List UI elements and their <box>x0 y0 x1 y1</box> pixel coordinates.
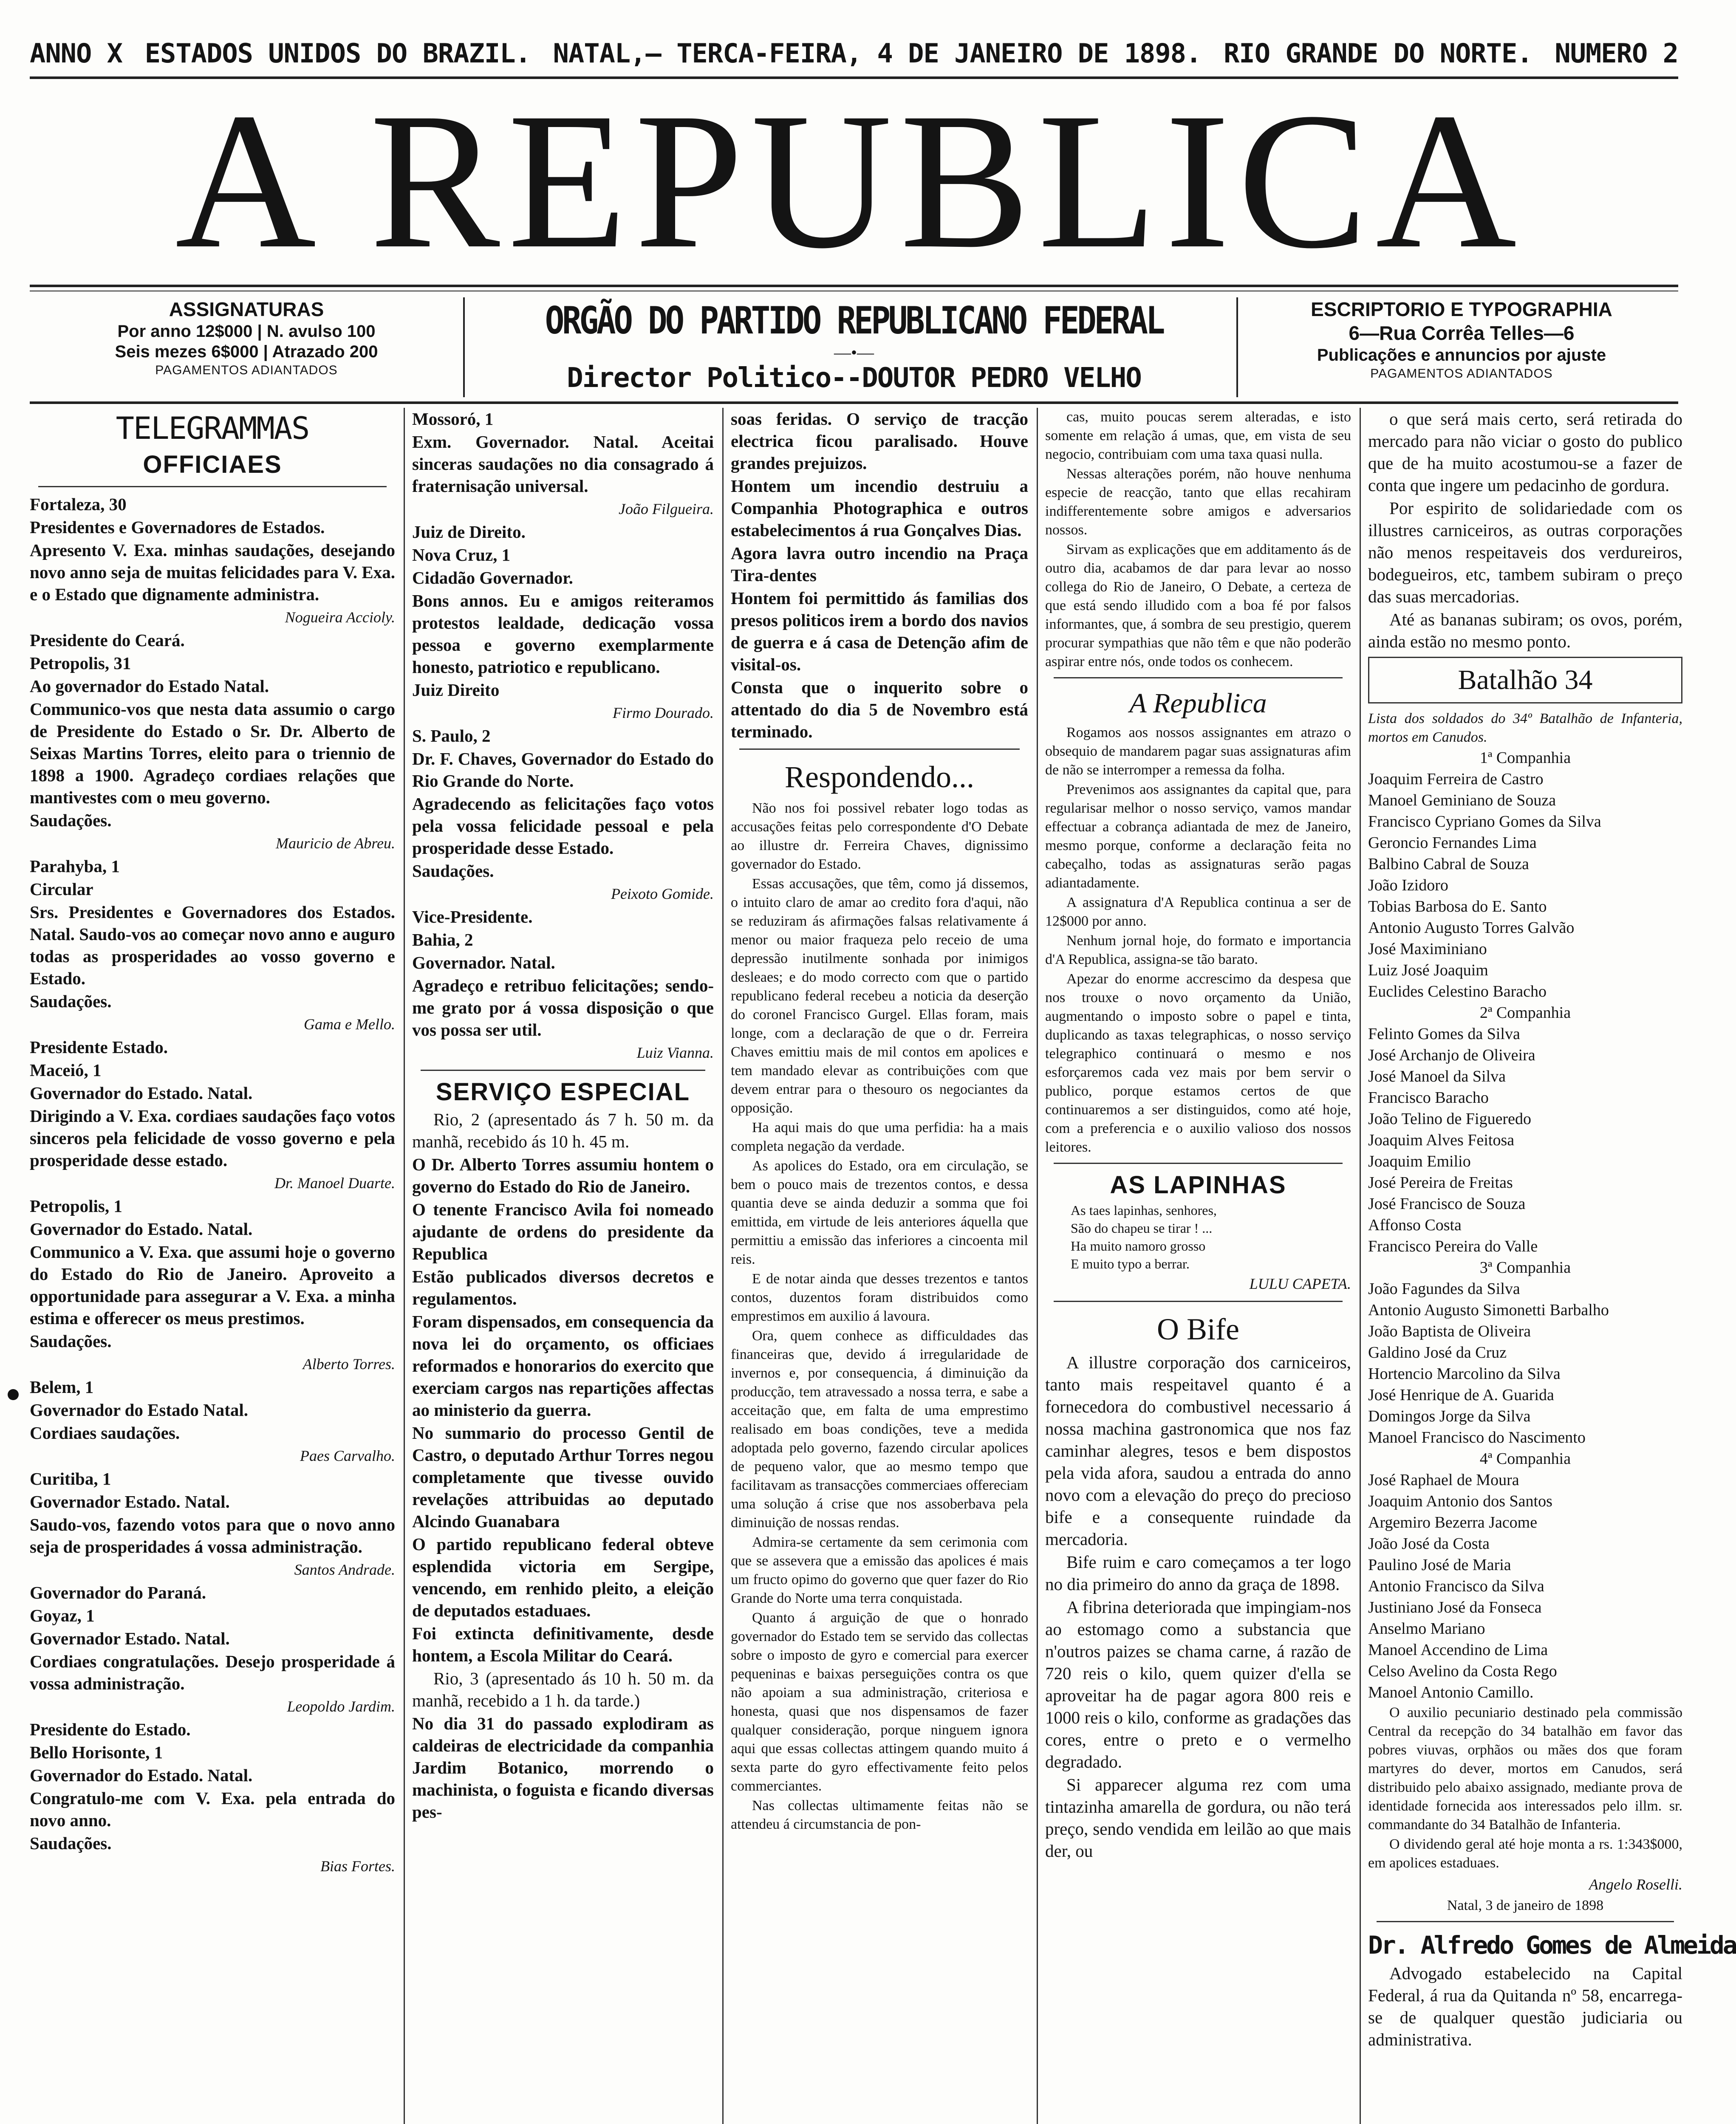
paragraph: Bias Fortes. <box>320 1858 395 1875</box>
poem-line: Ha muito namoro grosso <box>1071 1238 1206 1254</box>
paragraph: Por espirito de solidariedade com os illustres carniceiros, as outras corporações não menos respeitaveis dos verdureiros, bodegueiros, etc, tambem subiram o preço das suas mercadorias. <box>1368 498 1682 606</box>
officiaes-heading: OFFICIAES <box>143 451 282 478</box>
lawyer-name: Dr. Alfredo Gomes de Almeida <box>1368 1931 1736 1960</box>
soldier-name: Manoel Antonio Camillo. <box>1368 1683 1534 1701</box>
paragraph: Alberto Torres. <box>303 1356 395 1373</box>
paragraph: Saudações. <box>30 1833 112 1853</box>
paragraph: Communico-vos que nesta data assumio o cargo de Presidente do Estado o Sr. Dr. Alberto de Seixas Martins Torres, eleito para o triennio de 1898 a 1900. Agradeço cordiaes relações que mantivestes com o meu governo. <box>30 699 395 807</box>
paragraph: Governador do Estado. Natal. <box>30 1219 253 1239</box>
subscriptions-heading: ASSIGNATURAS <box>169 298 324 320</box>
soldier-name: Francisco Pereira do Valle <box>1368 1237 1538 1255</box>
poem-author: LULU CAPETA. <box>1249 1275 1351 1292</box>
column-separator <box>722 408 724 2124</box>
soldier-name: José Manoel da Silva <box>1368 1068 1506 1085</box>
poem-line: E muito typo a berrar. <box>1071 1256 1190 1271</box>
paragraph: Estão publicados diversos decretos e regulamentos. <box>412 1267 714 1308</box>
paragraph: A assignatura d'A Republica continua a ser de 12$000 por anno. <box>1045 895 1351 929</box>
poem-line: São do chapeu se tirar ! ... <box>1071 1220 1213 1236</box>
party-box <box>472 297 1238 397</box>
paragraph: Goyaz, 1 <box>30 1606 95 1625</box>
soldier-name: Euclides Celestino Baracho <box>1368 983 1547 1000</box>
respondendo-heading: Respondendo... <box>785 760 974 794</box>
poem-line: As taes lapinhas, senhores, <box>1071 1203 1217 1218</box>
paragraph: Governador Estado. Natal. <box>30 1629 230 1648</box>
paragraph: Quanto á arguição de que o honrado governador do Estado tem se servido das collectas sobre o imposto de gyro e comercial para exercer pequeninas e baixas perseguições contra os que não apoiam a sua administração, criteriosa e honesta, quasi que nos dispensamos de fazer qualquer consideração, porque ninguem ignora aqui que essas collectas attingem quando muito á sexta parte do gyro effectivamente feito pelos commerciantes. <box>731 1610 1028 1794</box>
paragraph: Governador do Estado. Natal. <box>30 1083 253 1103</box>
company-heading: 1ª Companhia <box>1479 749 1571 767</box>
paragraph: Exm. Governador. Natal. Aceitai sinceras saudações no dia consagrado á fraternisação universal. <box>412 432 714 496</box>
paragraph: Agradeço e retribuo felicitações; sendo-me grato por á vossa disposição o que vos possa ser util. <box>412 976 714 1039</box>
paragraph: Até as bananas subiram; os ovos, porém, ainda estão no mesmo ponto. <box>1368 610 1682 651</box>
paragraph: O auxilio pecuniario destinado pela commissão Central da recepção do 34 batalhão em favor das pobres viuvas, orphãos ou mães dos que foram martyres do dever, mortos em Canudos, será distribuido pelo abaixo assignado, mediante prova de identidade fornecida aos interessados pelo illm. sr. commandante do 34 Batalhão de Infanteria. <box>1368 1705 1682 1833</box>
paragraph: Nogueira Accioly. <box>285 609 395 626</box>
paragraph: Apresento V. Exa. minhas saudações, desejando novo anno seja de muitas felicidades para V. Exa. e o Estado que dignamente administra. <box>30 540 395 604</box>
paragraph: Fortaleza, 30 <box>30 494 127 514</box>
paragraph: o que será mais certo, será retirada do mercado para não viciar o gosto do publico que de ha muito acostumou-se a fazer de conta que ingere um pedacinho de gordura. <box>1368 409 1682 495</box>
paragraph: Foram dispensados, em consequencia da nova lei do orçamento, os officiaes reformados e honorarios do exercito que exerciam cargos nas repartições affectas ao ministerio da guerra. <box>412 1312 714 1420</box>
lawyer-text: Advogado estabelecido na Capital Federal, á rua da Quitanda nº 58, encarrega-se de qualquer questão judiciaria ou administrativa. <box>1368 1963 1682 2049</box>
lapinhas-poem <box>1045 1201 1351 1273</box>
soldier-name: José Archanjo de Oliveira <box>1368 1046 1535 1064</box>
masthead-dateline <box>30 30 1678 79</box>
battalion-subtitle: Lista dos soldados do 34º Batalhão de Infanteria, mortos em Canudos. <box>1368 711 1682 745</box>
paragraph: No summario do processo Gentil de Castro, o deputado Arthur Torres negou completamente que tivesse ouvido revelações attribuidas ao deputado Alcindo Guanabara <box>412 1423 714 1531</box>
column-special-service <box>412 408 714 2124</box>
paragraph: Governador Estado. Natal. <box>30 1492 230 1511</box>
column-telegrams <box>30 408 395 2124</box>
paragraph: Firmo Dourado. <box>612 704 714 721</box>
paragraph: Rogamos aos nossos assignantes em atrazo o obsequio de mandarem pagar suas assignaturas afim de não se interromper a remessa da folha. <box>1045 725 1351 778</box>
paragraph: Mossoró, 1 <box>412 409 494 429</box>
paragraph: Vice-Presidente. <box>412 907 533 926</box>
soldier-name: Felinto Gomes da Silva <box>1368 1025 1520 1043</box>
paragraph: Dr. Manoel Duarte. <box>274 1175 395 1192</box>
soldier-name: José Henrique de A. Guarida <box>1368 1386 1554 1404</box>
soldier-name: Celso Avelino da Costa Rego <box>1368 1662 1557 1680</box>
column-bife <box>1045 408 1351 2124</box>
paragraph: Juiz de Direito. <box>412 522 526 542</box>
paragraph: Leopoldo Jardim. <box>287 1698 395 1715</box>
paragraph: Rio, 2 (apresentado ás 7 h. 50 m. da manhã, recebido ás 10 h. 45 m. <box>412 1110 714 1151</box>
state-label: RIO GRANDE DO NORTE. <box>1224 37 1532 69</box>
column-separator <box>1037 408 1038 2124</box>
paragraph: Ora, quem conhece as difficuldades das financeiras que, devido á irregularidade de invernos e, por consequencia, á diminuição da producção, tem atravessado a nossa terra, e sabe a acceitação que, em falta de uma emprestimo realisado em boas condições, teve a medida adoptada pelo governo, fazendo circular apolices de pequeno valor, que ao mesmo tempo que facilitavam as transacções commerciaes offereciam uma solução á crise que nos assoberbava pela diminuição de nossas rendas. <box>731 1328 1028 1531</box>
paragraph: Saudações. <box>30 1331 112 1351</box>
paragraph: Cordiaes congratulações. Desejo prosperidade á vossa administração. <box>30 1652 395 1693</box>
paragraph: soas feridas. O serviço de tracção electrica ficou paralisado. Houve grandes prejuizos. <box>731 409 1028 473</box>
paragraph: Ha aqui mais do que uma perfidia: ha a mais completa negação da verdade. <box>731 1120 1028 1154</box>
paragraph: Saudo-vos, fazendo votos para que o novo anno seja de prosperidades á vossa administração. <box>30 1515 395 1556</box>
soldier-name: Domingos Jorge da Silva <box>1368 1407 1531 1425</box>
soldier-name: Manoel Francisco do Nascimento <box>1368 1429 1586 1446</box>
special-service-heading: SERVIÇO ESPECIAL <box>435 1078 690 1106</box>
paragraph: Agora lavra outro incendio na Praça Tira-dentes <box>731 543 1028 585</box>
paragraph: Governador do Estado. Natal. <box>30 1765 253 1785</box>
paragraph: Saudações. <box>30 811 112 830</box>
party-director: Director Politico--DOUTOR PEDRO VELHO <box>567 362 1141 394</box>
bife-continued <box>1368 408 1682 652</box>
paragraph: Bons annos. Eu e amigos reiteramos protestos lealdade, dedicação vossa pessoa e governo exemplarmente honesto, patriotico e republicano. <box>412 591 714 677</box>
soldier-name: Luiz José Joaquim <box>1368 961 1488 979</box>
subscriptions-line-2: Seis mezes 6$000 | Atrazado 200 <box>115 342 378 361</box>
paragraph: Bife ruim e caro começamos a ter logo no dia primeiro do anno da graça de 1898. <box>1045 1552 1351 1594</box>
paragraph: Cidadão Governador. <box>412 568 573 587</box>
column-battalion <box>1368 408 1736 2124</box>
bife-body <box>1045 1351 1351 1862</box>
paragraph: Communico a V. Exa. que assumi hoje o governo do Estado do Rio de Janeiro. Aproveito a opportunidade para assegurar a V. Exa. a minha estima e offerecer os meus prestimos. <box>30 1242 395 1328</box>
paragraph: Governador do Estado Natal. <box>30 1400 249 1420</box>
paragraph: Gama e Mello. <box>304 1016 395 1033</box>
party-separator: —•— <box>834 343 874 362</box>
paragraph: cas, muito poucas serem alteradas, e isto somente em relação á umas, que, em vista de seu negocio, contribuiam com uma taxa quasi nulla. <box>1045 409 1351 462</box>
office-ads: Publicações e annuncios por ajuste <box>1317 346 1606 364</box>
soldier-name: Francisco Baracho <box>1368 1089 1489 1107</box>
paragraph: Peixoto Gomide. <box>611 885 714 902</box>
paragraph: Luiz Vianna. <box>636 1044 714 1061</box>
soldier-name: Antonio Augusto Torres Galvão <box>1368 919 1575 937</box>
rule <box>739 748 1020 750</box>
paragraph: Juiz Direito <box>412 680 500 700</box>
soldier-name: Argemiro Bezerra Jacome <box>1368 1514 1538 1531</box>
paragraph: Rio, 3 (apresentado ás 10 h. 50 m. da manhã, recebido a 1 h. da tarde.) <box>412 1669 714 1710</box>
battalion-title: Batalhão 34 <box>1458 664 1593 695</box>
paragraph: Saudações. <box>30 991 112 1011</box>
soldier-name: Joaquim Emilio <box>1368 1152 1471 1170</box>
subscriptions-box <box>30 297 465 397</box>
paragraph: Dr. F. Chaves, Governador do Estado do Rio Grande do Norte. <box>412 749 714 791</box>
bife-heading: O Bife <box>1157 1312 1239 1346</box>
paragraph: Petropolis, 1 <box>30 1196 122 1216</box>
paragraph: Não nos foi possivel rebater logo todas as accusações feitas pelo correspondente d'O Debate ao illustre dr. Ferreira Chaves, dignissimo governador do Estado. <box>731 800 1028 872</box>
paragraph: Presidentes e Governadores de Estados. <box>30 517 325 537</box>
paragraph: Governador do Paraná. <box>30 1583 206 1602</box>
paragraph: Bello Horisonte, 1 <box>30 1743 163 1762</box>
company-heading: 2ª Companhia <box>1479 1004 1571 1022</box>
telegrams-heading: TELEGRAMMAS <box>116 410 309 446</box>
soldier-name: Antonio Francisco da Silva <box>1368 1577 1544 1595</box>
soldiers-list <box>1368 748 1682 1703</box>
paragraph: Srs. Presidentes e Governadores dos Estados. Natal. Saudo-vos ao começar novo anno e auguro todas as prosperidades ao vosso governo e Estado. <box>30 902 395 988</box>
paragraph: A illustre corporação dos carniceiros, tanto mais respeitavel quanto é a fornecedora do combustivel necessario á nossa machina gastronomica que nos faz caminhar alegres, tesos e bem dispostos pela vida afora, saudou a entrada do anno novo com a elevação do preço do precioso bife e a consequente ruindade da mercadoria. <box>1045 1353 1351 1549</box>
paragraph: Nova Cruz, 1 <box>412 545 511 565</box>
paragraph: Bahia, 2 <box>412 930 473 949</box>
soldier-name: João Fagundes da Silva <box>1368 1280 1520 1298</box>
soldier-name: José Pereira de Freitas <box>1368 1174 1513 1192</box>
paragraph: Nessas alterações porém, não houve nenhuma especie de reacção, tanto que ellas recahiram indifferentemente sobre amigos e adversarios nossos. <box>1045 466 1351 538</box>
office-box <box>1245 297 1678 397</box>
soldier-name: Paulino José de Maria <box>1368 1556 1511 1574</box>
soldier-name: Justiniano José da Fonseca <box>1368 1599 1542 1616</box>
lapinhas-heading: AS LAPINHAS <box>1110 1171 1286 1199</box>
paragraph: Presidente do Ceará. <box>30 630 185 650</box>
header-rule <box>30 401 1678 404</box>
soldier-name: José Francisco de Souza <box>1368 1195 1526 1213</box>
ink-dot <box>8 1389 19 1400</box>
office-heading: ESCRIPTORIO E TYPOGRAPHIA <box>1311 298 1612 320</box>
auxilio-date: Natal, 3 de janeiro de 1898 <box>1447 1898 1604 1913</box>
country-label: ESTADOS UNIDOS DO BRAZIL. <box>144 37 531 69</box>
paragraph: O partido republicano federal obteve esplendida victoria em Sergipe, vencendo, em renhido pleito, a eleição de deputados estaduaes. <box>412 1534 714 1620</box>
auxilio-notice <box>1368 1703 1682 1873</box>
paragraph: Presidente do Estado. <box>30 1720 191 1739</box>
soldier-name: João Baptista de Oliveira <box>1368 1322 1531 1340</box>
soldier-name: Manoel Accendino de Lima <box>1368 1641 1548 1659</box>
issue-label: NUMERO 2 <box>1555 37 1678 69</box>
column-respondendo <box>731 408 1028 2124</box>
paragraph: Admira-se certamente da sem cerimonia com que se assevera que a emissão das apolices é mais um fructo opimo do governo que quer fazer do Rio Grande do Norte uma terra conquistada. <box>731 1534 1028 1606</box>
paragraph: Hontem um incendio destruiu a Companhia Photographica e outros estabelecimentos á rua Gonçalves Dias. <box>731 476 1028 540</box>
soldier-name: Hortencio Marcolino da Silva <box>1368 1365 1561 1383</box>
soldier-name: Joaquim Antonio dos Santos <box>1368 1492 1552 1510</box>
paragraph: Presidente Estado. <box>30 1037 168 1057</box>
paragraph: Ao governador do Estado Natal. <box>30 676 269 696</box>
rule <box>1054 1163 1343 1164</box>
company-heading: 4ª Companhia <box>1479 1450 1571 1468</box>
special-service-body <box>412 1108 714 1823</box>
paragraph: Congratulo-me com V. Exa. pela entrada do novo anno. <box>30 1788 395 1830</box>
soldier-name: Galdino José da Cruz <box>1368 1344 1507 1361</box>
paragraph: Prevenimos aos assignantes da capital que, para regularisar melhor o nosso serviço, vamos mandar effectuar a cobrança adiantada de mez de Janeiro, mesmo porque, conforme a declaração feita no cabeçalho, todas as assignaturas serão pagas adiantadamente. <box>1045 782 1351 891</box>
paragraph: Maceió, 1 <box>30 1060 102 1080</box>
paragraph: Sirvam as explicações que em additamento ás de outro dia, acabamos de dar para levar ao nosso collega do Rio de Janeiro, O Debate, a certeza de que está sendo illudido com a boa fé por falsos informantes, que, á sombra de seu prestigio, querem procurar sympathias que não têm e que não poderão aspirar entre nós, onde todos os conhecem. <box>1045 542 1351 669</box>
paragraph: O Dr. Alberto Torres assumiu hontem o governo do Estado do Rio de Janeiro. <box>412 1155 714 1196</box>
title-rule <box>30 285 1678 287</box>
battalion-box <box>1368 657 1682 703</box>
soldier-name: Joaquim Ferreira de Castro <box>1368 770 1544 788</box>
telegrams-continued <box>412 408 714 1064</box>
paragraph: Hontem foi permittido ás familias dos presos politicos irem a bordo dos navios de guerra e á casa de Detenção afim de visital-os. <box>731 588 1028 674</box>
paragraph: No dia 31 do passado explodiram as caldeiras de electricidade da companhia Jardim Botanico, morrendo o machinista, o foguista e ficando diversas pes- <box>412 1714 714 1822</box>
subscriptions-line-1: Por anno 12$000 | N. avulso 100 <box>117 322 376 341</box>
republica-notice <box>1045 723 1351 1157</box>
paragraph: Consta que o inquerito sobre o attentado do dia 5 de Novembro está terminado. <box>731 678 1028 741</box>
paragraph: Si apparecer alguma rez com uma tintazinha amarella de gordura, ou não terá preço, sendo vendida em leilão ao que mais der, ou <box>1045 1775 1351 1861</box>
paragraph: A fibrina deteriorada que impingiam-nos ao estomago como a substancia que n'outros paizes se chama carne, á razão de 720 reis o kilo, quem quizer d'ella se aproveitar ha de pagar agora 800 reis e 1000 reis o kilo, conforme as gradações das cores, entre o preto e o vermelho degradado. <box>1045 1597 1351 1771</box>
paragraph: S. Paulo, 2 <box>412 726 491 746</box>
special-service-continued <box>731 408 1028 743</box>
soldier-name: Affonso Costa <box>1368 1216 1462 1234</box>
paragraph: As apolices do Estado, ora em circulação, se bem o pouco mais de trezentos contos, e dessa quantia deve se ainda deduzir a somma que foi emittida, em virtude de leis anteriores áquella que permittiu a emissão das inferiores a cincoenta mil reis. <box>731 1158 1028 1267</box>
soldier-name: Geroncio Fernandes Lima <box>1368 834 1537 852</box>
respondendo-continued <box>1045 408 1351 671</box>
republica-heading: A Republica <box>1129 688 1267 719</box>
soldier-name: Anselmo Mariano <box>1368 1620 1485 1638</box>
paragraph: E de notar ainda que desses trezentos e tantos contos, duzentos foram distribuidos como emprestimos em auxilio á lavoura. <box>731 1271 1028 1324</box>
paragraph: Santos Andrade. <box>294 1561 395 1578</box>
soldier-name: Francisco Cypriano Gomes da Silva <box>1368 813 1601 830</box>
rule <box>1054 1301 1343 1302</box>
soldier-name: João José da Costa <box>1368 1535 1490 1553</box>
paragraph: O tenente Francisco Avila foi nomeado ajudante de ordens do presidente da Republica <box>412 1200 714 1263</box>
paragraph: Saudações. <box>412 861 494 881</box>
paragraph: Dirigindo a V. Exa. cordiaes saudações faço votos sinceros pela felicidade de vosso governo e pela prosperidade desse estado. <box>30 1106 395 1170</box>
company-heading: 3ª Companhia <box>1479 1259 1571 1277</box>
rule <box>1377 1921 1674 1922</box>
paragraph: João Filgueira. <box>619 500 714 517</box>
paragraph: Petropolis, 31 <box>30 653 131 673</box>
soldier-name: Manoel Geminiano de Souza <box>1368 791 1556 809</box>
place-date-label: NATAL,— TERCA-FEIRA, 4 DE JANEIRO DE 1898. <box>553 37 1202 69</box>
soldier-name: José Raphael de Moura <box>1368 1471 1519 1489</box>
paragraph: Parahyba, 1 <box>30 856 120 876</box>
paragraph: Nas collectas ultimamente feitas não se attendeu á circumstancia de pon- <box>731 1798 1028 1832</box>
office-payment: PAGAMENTOS ADIANTADOS <box>1370 367 1553 381</box>
column-separator <box>1360 408 1361 2124</box>
paragraph: Cordiaes saudações. <box>30 1423 180 1443</box>
soldier-name: João Izidoro <box>1368 876 1448 894</box>
party-name: ORGÃO DO PARTIDO REPUBLICANO FEDERAL <box>545 299 1163 342</box>
soldier-name: Joaquim Alves Feitosa <box>1368 1131 1515 1149</box>
paragraph: Apezar do enorme accrescimo da despesa que nos trouxe o novo orçamento da União, augmentando o imposto sobre o papel e tinta, duplicando as taxas telegraphicas, o nosso serviço telegraphico continuará o mesmo e nos esforçaremos cada vez mais por bem servir o publico, porque estamos certos de que continuaremos a ser distinguidos, como até hoje, com a preferencia e o auxilio valioso dos nossos leitores. <box>1045 971 1351 1155</box>
rule <box>1054 677 1343 678</box>
auxilio-author: Angelo Roselli. <box>1589 1876 1682 1893</box>
rule <box>421 1070 705 1071</box>
paragraph: Foi extincta definitivamente, desde hontem, a Escola Militar do Ceará. <box>412 1624 714 1665</box>
paragraph: Circular <box>30 879 93 899</box>
year-label: ANNO X <box>30 37 122 69</box>
paragraph: Belem, 1 <box>30 1377 94 1397</box>
paragraph: Nenhum jornal hoje, do formato e importancia d'A Republica, assigna-se tão barato. <box>1045 933 1351 967</box>
soldier-name: Tobias Barbosa do E. Santo <box>1368 898 1547 915</box>
office-address: 6—Rua Corrêa Telles—6 <box>1349 322 1575 344</box>
soldier-name: José Maximiniano <box>1368 940 1487 958</box>
respondendo-body <box>731 799 1028 1834</box>
paragraph: O dividendo geral até hoje monta a rs. 1:343$000, em apolices estaduaes. <box>1368 1836 1682 1871</box>
rule <box>38 486 387 487</box>
newspaper-title: A REPUBLICA <box>175 72 1524 289</box>
paragraph: Governador. Natal. <box>412 953 555 972</box>
column-separator <box>404 408 405 2124</box>
paragraph: Paes Carvalho. <box>300 1447 395 1464</box>
telegrams-body <box>30 493 395 1877</box>
subscriptions-payment: PAGAMENTOS ADIANTADOS <box>155 363 338 377</box>
soldier-name: João Telino de Figueredo <box>1368 1110 1531 1128</box>
soldier-name: Balbino Cabral de Souza <box>1368 855 1529 873</box>
paragraph: Mauricio de Abreu. <box>276 835 395 852</box>
soldier-name: Antonio Augusto Simonetti Barbalho <box>1368 1301 1609 1319</box>
paragraph: Curitiba, 1 <box>30 1469 111 1488</box>
paragraph: Agradecendo as felicitações faço votos pela vossa felicidade pessoal e pela prosperidade desse Estado. <box>412 794 714 858</box>
paragraph: Essas accusações, que têm, como já dissemos, o intuito claro de amar ao credito fora d'aqui, não se reduziram ás afirmações falsas relativamente á menor ou maior fraqueza pelo receio de uma depressão inutilmente sonhada por inimigos desleaes; e do modo correcto com que o partido republicano federal recebeu a noticia da deserção do coronel Francisco Gurgel. Ellas foram, mais longe, com a declaração de que o dr. Ferreira Chaves emittiu mais de mil contos em apolices e tem mandado elevar as contribuições com que devem entrar para o thesouro os negociantes da opposição. <box>731 876 1028 1116</box>
